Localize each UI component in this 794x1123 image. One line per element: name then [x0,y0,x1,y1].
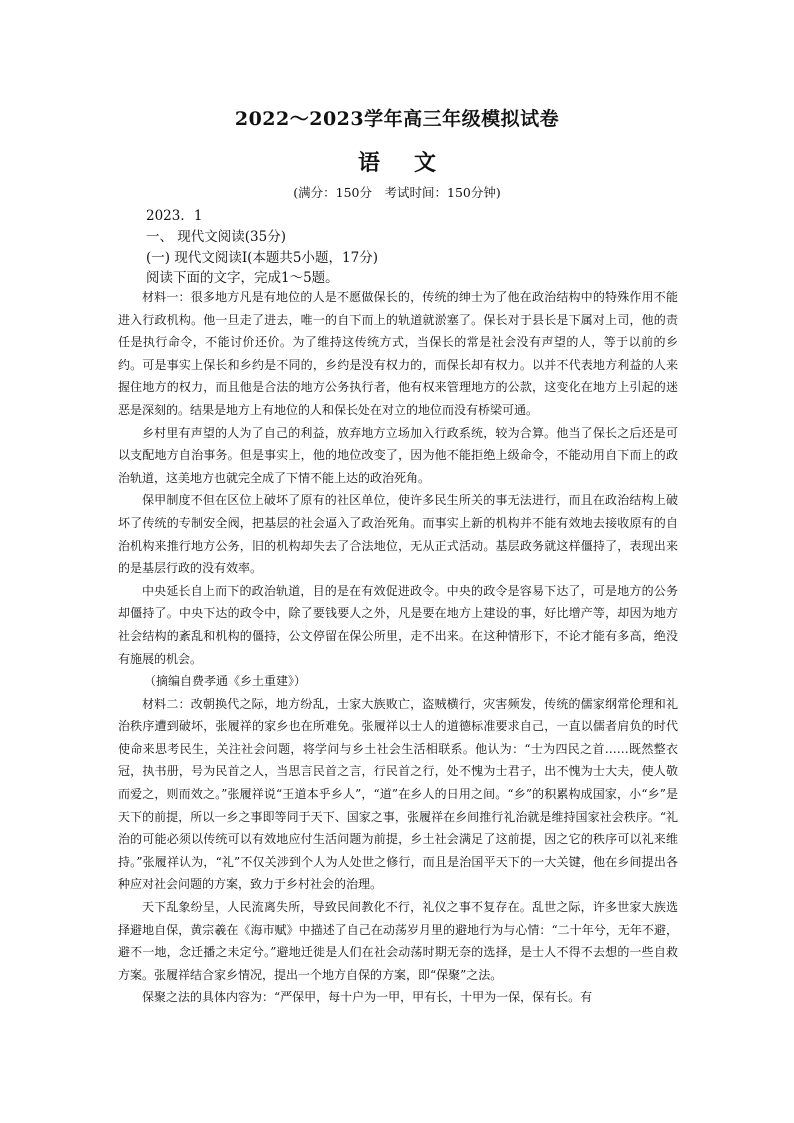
paragraph-material2: 材料二：改朝换代之际，地方纷乱，士家大族败亡，盗贼横行，灾害频发，传统的儒家纲常伦理和礼治秩序遭到破坏，张履祥的家乡也在所难免。张履祥以士人的道德标准要求自己，一直以儒者肩负的时代使命来思考民生，关注社会问题，将学问与乡土社会生活相联系。他认为：“士为四民之首……既然整衣冠，执书册，号为民首之人，当思言民首之言，行民首之行，处不愧为士君子，出不愧为士大夫，使人敬而爱之，则而效之。”张履祥说“王道本乎乡人”，“道”在乡人的日用之间。“乡”的积累构成国家，小“乡”是天下的前提，所以一乡之事即等同于天下、国家之事，张履祥在乡间推行礼治就是维持国家社会秩序。“礼治的可能必须以传统可以有效地应付生活问题为前提，乡土社会满足了这前提，因之它的秩序可以礼来维持。”张履祥认为，“礼”不仅关涉到个人为人处世之修行，而且是治国平天下的一大关键，他在乡间提出各种应对社会问题的方案，致力于乡村社会的治理。 [118,696,678,892]
reading-material [118,286,678,1009]
subsection-heading: (一) 现代文阅读Ⅰ(本题共5小题，17分) [146,250,378,266]
paragraph: 保聚之法的具体内容为：“严保甲，每十户为一甲，甲有长，十甲为一保，保有长。有 [142,990,593,1005]
paragraph: 乡村里有声望的人为了自己的利益，放弃地方立场加入行政系统，较为合算。他当了保长之后还是可以支配地方自治事务。但是事实上，他的地位改变了，因为他不能拒绝上级命令，不能动用自下而上的政治轨道，这美地方也就完全成了下情不能上达的政治死角。 [118,425,678,485]
source-citation: （摘编自费孝通《乡土重建》） [144,674,307,689]
paragraph: 保甲制度不但在区位上破坏了原有的社区单位，使许多民生所关的事无法进行，而且在政治结构上破坏了传统的专制安全阀，把基层的社会逼入了政治死角。而事实上新的机构并不能有效地去接收原有的自治机构来推行地方公务，旧的机构却失去了合法地位，无从正式活动。基层政务就这样僵持了，表现出来的是基层行政的没有效率。 [118,493,678,576]
instruction: 阅读下面的文字，完成1～5题。 [146,270,339,286]
paragraph: 天下乱象纷呈，人民流离失所，导致民间教化不行，礼仪之事不复存在。乱世之际，许多世家大族选择避地自保，黄宗羲在《海市赋》中描述了自己在动荡岁月里的避地行为与心情：“二十年兮，无年不避，避不一地，念迁播之未定兮。”避地迁徙是人们在社会动荡时期无奈的选择，是士人不得不去想的一些自救方案。张履祥结合家乡情况，提出一个地方自保的方案，即“保聚”之法。 [118,900,678,982]
exam-date: 2023．1 [146,208,203,224]
exam-info: (满分：150分 考试时间：150分钟) [293,185,501,200]
exam-subject: 语文 [357,150,470,176]
paragraph: 中央延长自上而下的政治轨道，目的是在有效促进政令。中央的政令是容易下达了，可是地方的公务却僵持了。中央下达的政令中，除了要钱要人之外，凡是要在地方上建设的事，好比增产等，却因为地方社会结构的紊乱和机构的僵持，公文停留在保公所里，走不出来。在这种情形下，不论才能有多高，绝没有施展的机会。 [118,583,678,666]
exam-title: 2022～2023学年高三年级模拟试卷 [234,108,560,130]
paragraph-material1: 材料一：很多地方凡是有地位的人是不愿做保长的，传统的绅士为了他在政治结构中的特殊作用不能进入行政机构。他一旦走了进去，唯一的自下而上的轨道就淤塞了。保长对于县长是下属对上司，他的责任是执行命令，不能讨价还价。为了维持这传统方式，当保长的常是社会没有声望的人，等于以前的乡约。可是事实上保长和乡约是不同的，乡约是没有权力的，而保长却有权力。以并不代表地方利益的人来握住地方的权力，而且他是合法的地方公务执行者，他有权来管理地方的公款，这变化在地方上引起的迷恶是深刻的。结果是地方上有地位的人和保长处在对立的地位而没有桥梁可通。 [118,290,678,417]
section-heading: 一、 现代文阅读(35分) [146,229,287,245]
